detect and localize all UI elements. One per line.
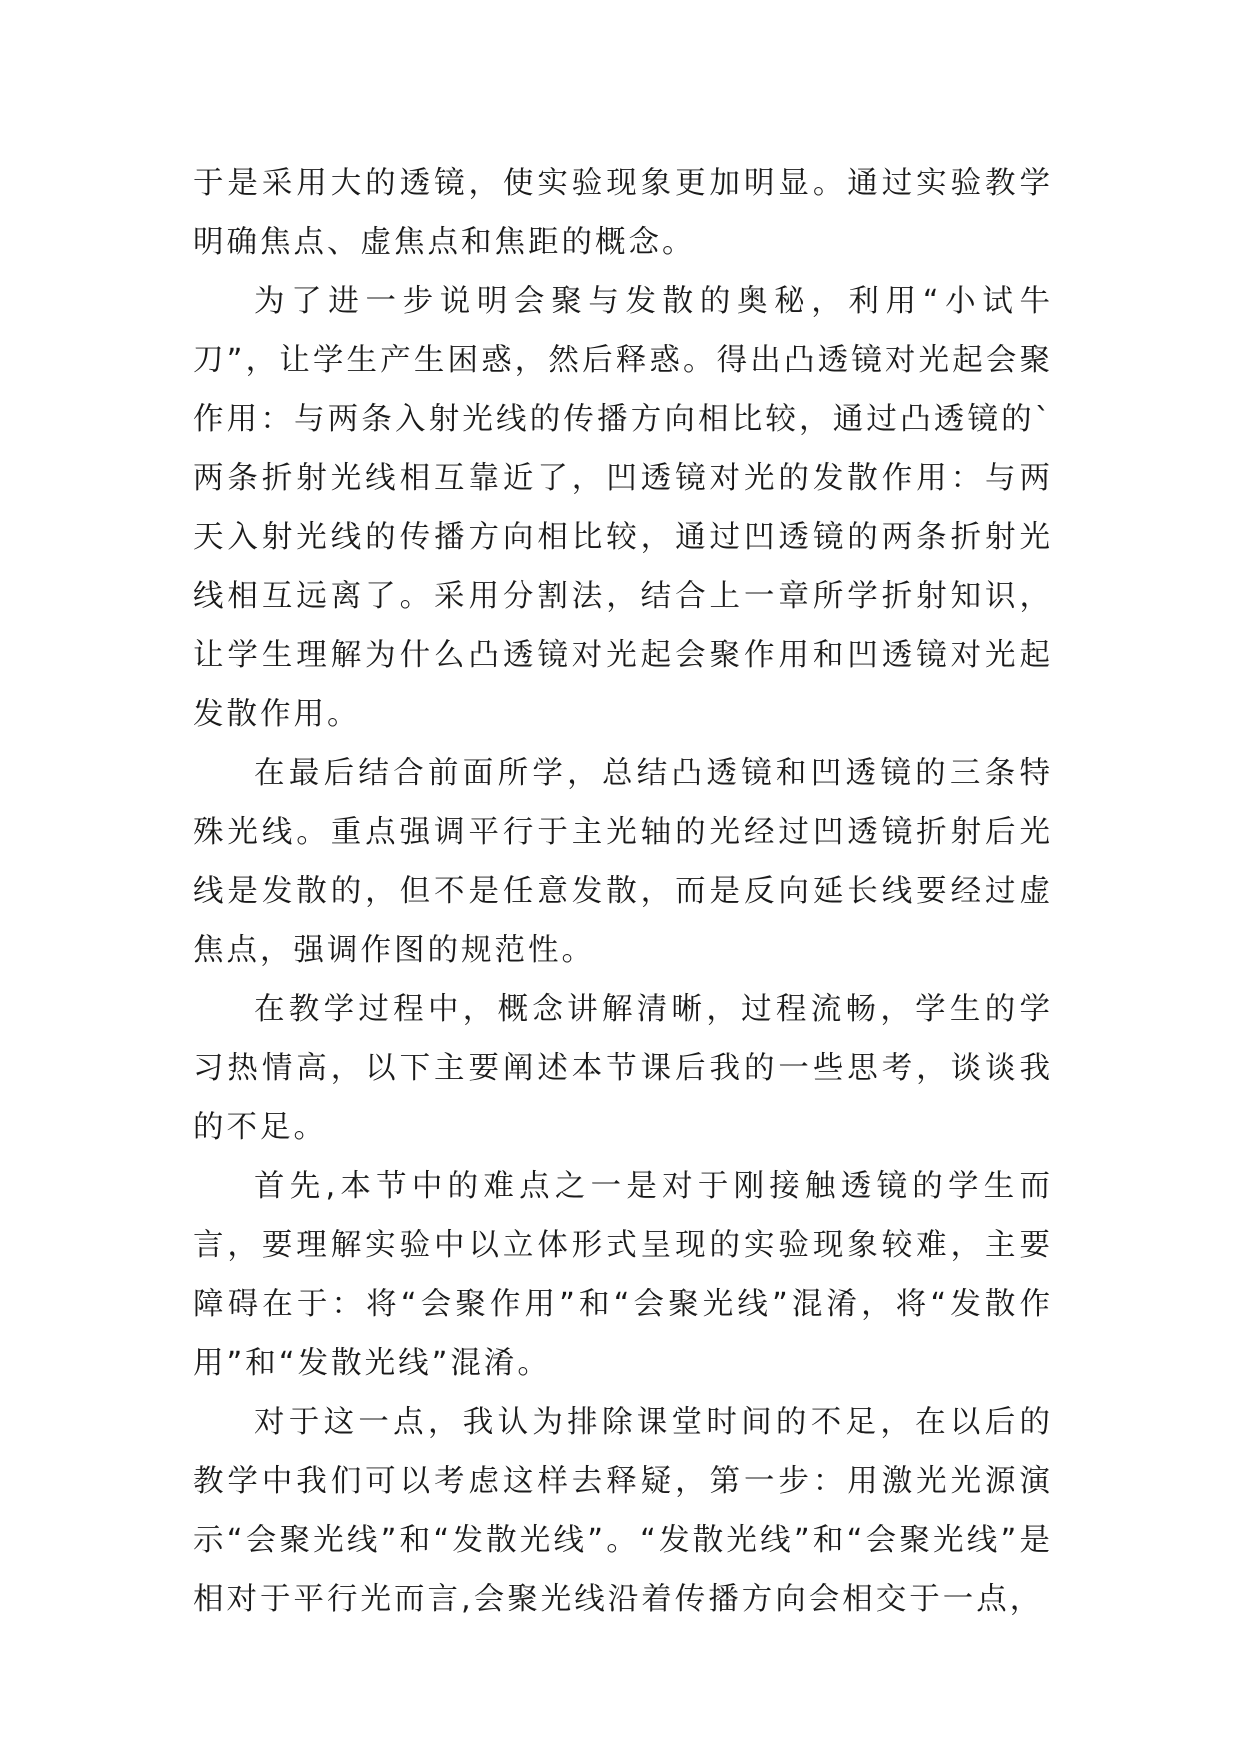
paragraph-3: 在最后结合前面所学，总结凸透镜和凹透镜的三条特殊光线。重点强调平行于主光轴的光经过凹透镜折射后光线是发散的，但不是任意发散，而是反向延长线要经过虚焦点，强调作图的规范性。	[193, 756, 1053, 968]
paragraph-6: 对于这一点，我认为排除课堂时间的不足，在以后的教学中我们可以考虑这样去释疑，第一步：用激光光源演示“会聚光线”和“发散光线”。“发散光线”和“会聚光线”是相对于平行光而言,会聚光线沿着传播方向会相交于一点，	[193, 1405, 1053, 1617]
paragraph-5: 首先,本节中的难点之一是对于刚接触透镜的学生而言，要理解实验中以立体形式呈现的实验现象较难，主要障碍在于：将“会聚作用”和“会聚光线”混淆，将“发散作用”和“发散光线”混淆。	[193, 1169, 1053, 1381]
paragraph-4: 在教学过程中，概念讲解清晰，过程流畅，学生的学习热情高，以下主要阐述本节课后我的一些思考，谈谈我的不足。	[193, 992, 1053, 1145]
paragraph-2: 为了进一步说明会聚与发散的奥秘，利用“小试牛刀”，让学生产生困惑，然后释惑。得出凸透镜对光起会聚作用：与两条入射光线的传播方向相比较，通过凸透镜的`两条折射光线相互靠近了，凹透镜对光的发散作用：与两天入射光线的传播方向相比较，通过凹透镜的两条折射光线相互远离了。采用分割法，结合上一章所学折射知识，让学生理解为什么凸透镜对光起会聚作用和凹透镜对光起发散作用。	[193, 284, 1053, 732]
document-body	[193, 154, 1053, 1629]
paragraph-1: 于是采用大的透镜，使实验现象更加明显。通过实验教学明确焦点、虚焦点和焦距的概念。	[193, 166, 1053, 260]
